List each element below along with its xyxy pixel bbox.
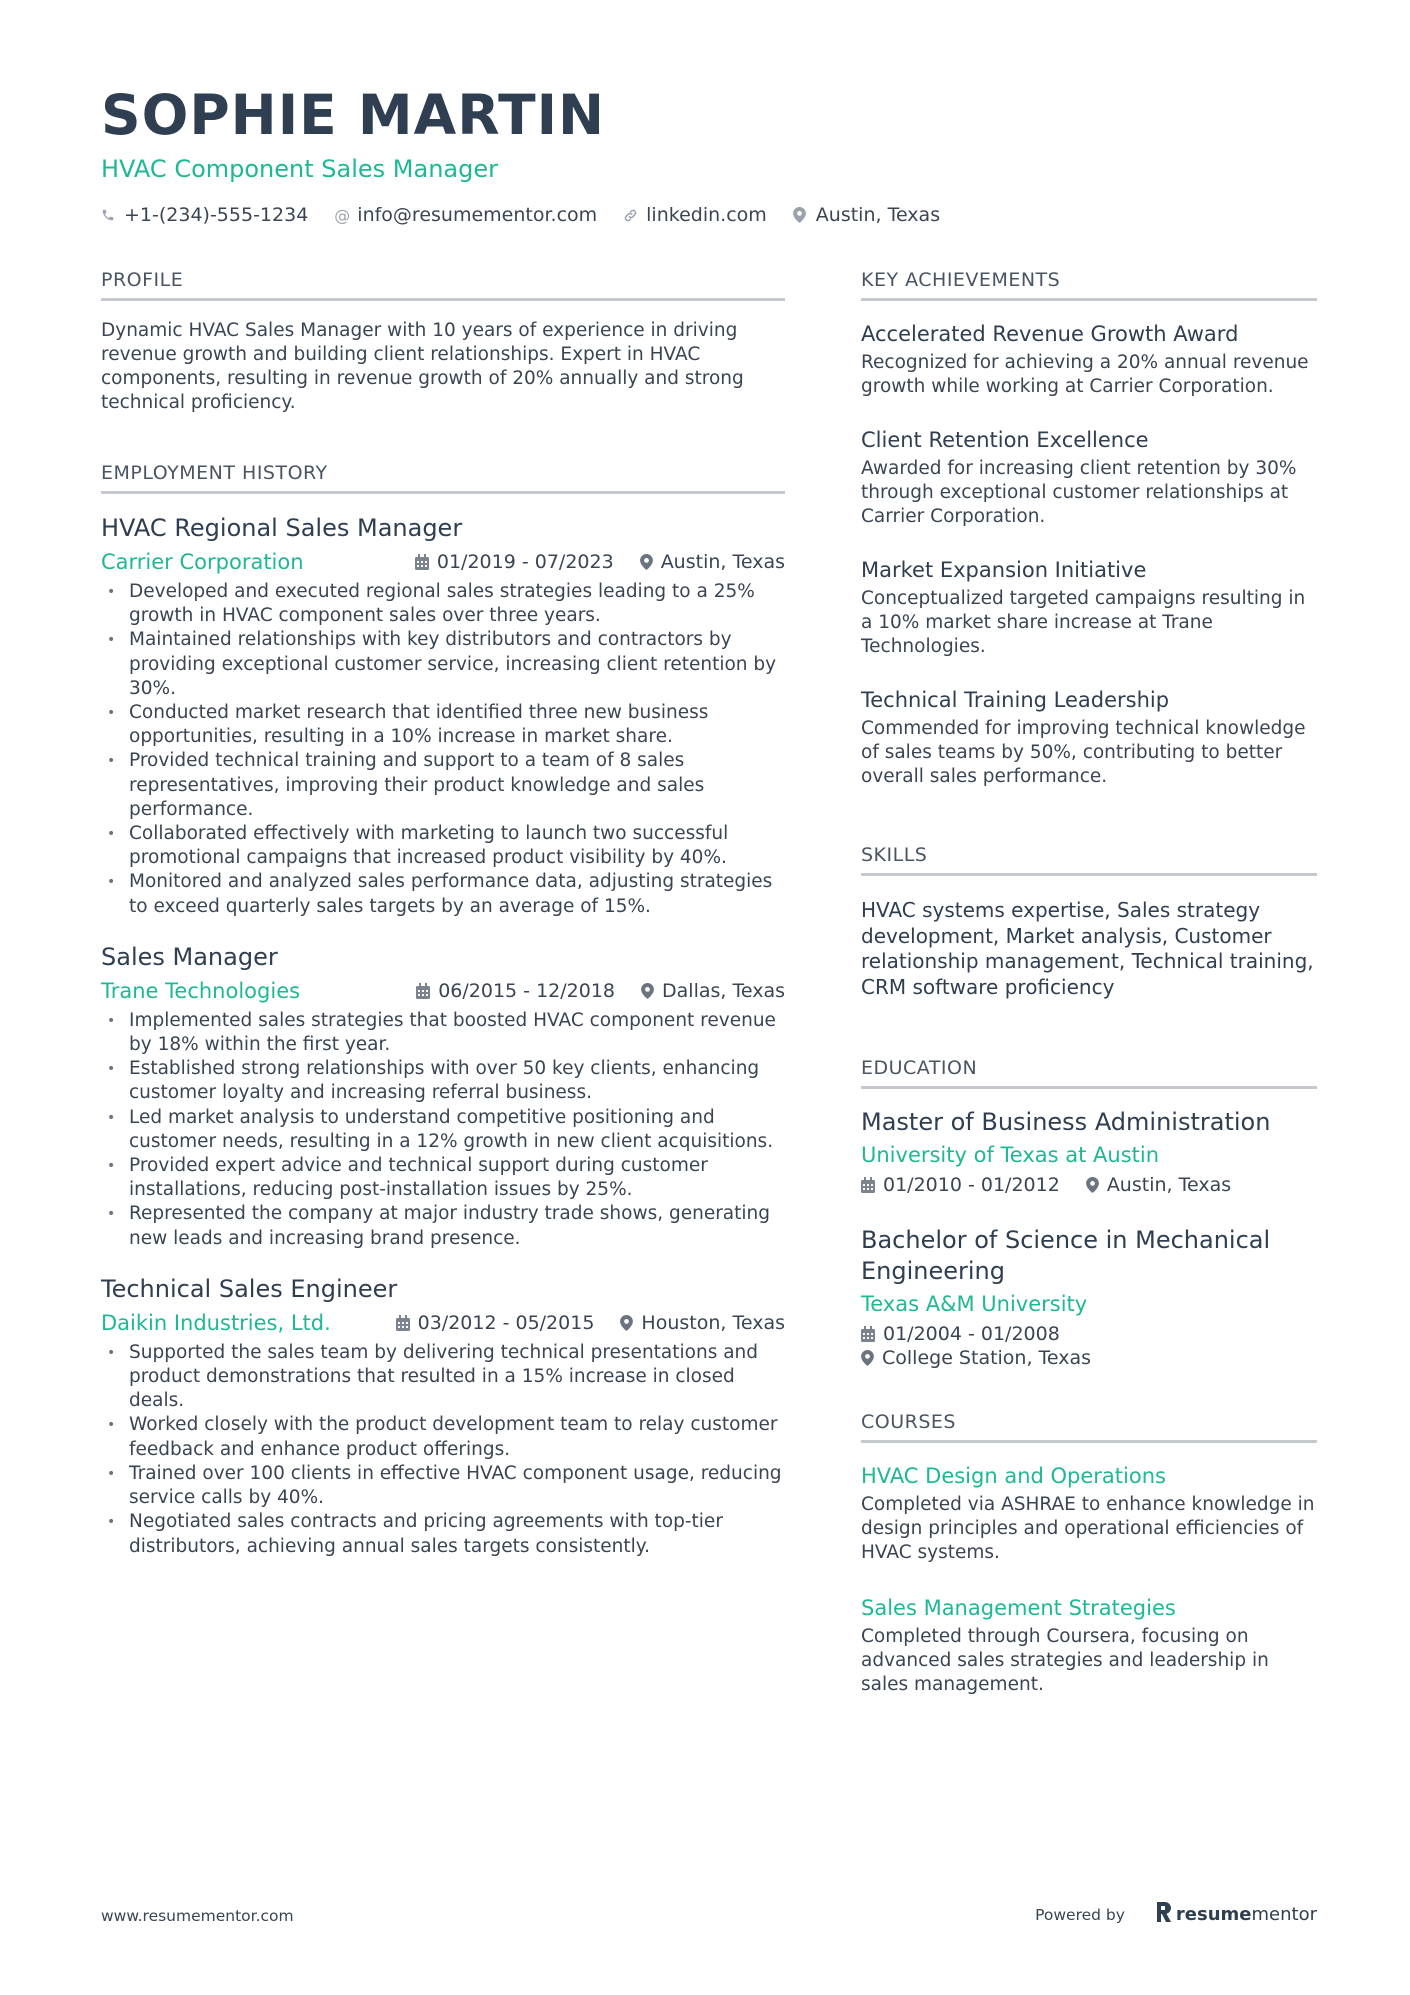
achievements-section — [861, 268, 1317, 789]
job-title: HVAC Regional Sales Manager — [101, 514, 463, 542]
calendar-icon — [416, 983, 430, 999]
education-location — [861, 1346, 1317, 1370]
job-dates — [416, 980, 615, 1002]
employment-section — [101, 461, 785, 1559]
calendar-icon — [861, 1326, 875, 1342]
map-pin-icon — [641, 983, 654, 999]
at-icon: @ — [334, 205, 351, 225]
education-degree: Master of Business Administration — [861, 1108, 1271, 1136]
achievement-text: Recognized for achieving a 20% annual revenue growth while working at Carrier Corporation. — [861, 352, 1309, 397]
job-meta-right — [416, 980, 785, 1002]
map-pin-icon — [793, 207, 809, 223]
education-heading: EDUCATION — [861, 1056, 1317, 1089]
education-dates-text: 01/2004 - 01/2008 — [883, 1323, 1060, 1345]
achievement-title: Client Retention Excellence — [861, 428, 1149, 452]
job-dates-text: 03/2012 - 05/2015 — [417, 1311, 595, 1334]
education-item — [861, 1225, 1317, 1370]
courses-section — [861, 1410, 1317, 1697]
job-bullet: • Trained over 100 clients in effective HVAC component usage, reducing service calls by 40%. — [101, 1462, 785, 1510]
link-icon — [623, 208, 639, 223]
candidate-title: HVAC Component Sales Manager — [101, 155, 498, 183]
job-meta-right — [396, 1312, 785, 1334]
skills-heading: SKILLS — [861, 843, 1317, 876]
job-bullet: • Conducted market research that identified three new business opportunities, resulting in a 10% increase in market share. — [101, 701, 785, 749]
achievement-text: Commended for improving technical knowledge of sales teams by 50%, contributing to better overall sales performance. — [861, 718, 1306, 787]
calendar-icon — [396, 1315, 410, 1331]
job-bullet: • Provided expert advice and technical support during customer installations, reducing post-installation issues by 25%. — [101, 1154, 785, 1202]
job-bullets — [101, 580, 785, 919]
left-column — [101, 268, 785, 1599]
achievements-heading: KEY ACHIEVEMENTS — [861, 268, 1317, 301]
candidate-name: SOPHIE MARTIN — [101, 83, 606, 147]
map-pin-icon — [861, 1350, 874, 1366]
course-title: HVAC Design and Operations — [861, 1464, 1166, 1488]
education-location — [1086, 1173, 1231, 1197]
map-pin-icon — [1086, 1177, 1099, 1193]
calendar-icon — [861, 1177, 875, 1193]
job-location — [641, 980, 785, 1002]
job-location — [620, 1312, 785, 1334]
profile-heading: PROFILE — [101, 268, 785, 301]
achievement-item — [861, 555, 1317, 659]
course-item — [861, 1593, 1317, 1697]
job-title: Sales Manager — [101, 942, 278, 971]
footer-branding — [1035, 1902, 1317, 1927]
course-title: Sales Management Strategies — [861, 1596, 1176, 1620]
linkedin-text: linkedin.com — [646, 204, 767, 226]
job-meta — [101, 1309, 785, 1337]
job-dates — [396, 1312, 595, 1334]
education-dates — [861, 1322, 1317, 1346]
location-text: Austin, Texas — [815, 204, 941, 226]
job-meta-right — [415, 551, 785, 573]
achievement-text: Conceptualized targeted campaigns resulting in a 10% market share increase at Trane Technologies. — [861, 588, 1306, 657]
employment-heading: EMPLOYMENT HISTORY — [101, 461, 785, 494]
job-bullet: • Worked closely with the product development team to relay customer feedback and enhance product offerings. — [101, 1413, 785, 1461]
resume-header — [101, 82, 1311, 226]
job-meta — [101, 977, 785, 1005]
contact-location — [793, 204, 940, 226]
resumementor-logo-icon — [1155, 1902, 1171, 1927]
education-meta — [861, 1322, 1317, 1370]
job-bullets — [101, 1009, 785, 1251]
education-location-text: Austin, Texas — [1106, 1174, 1232, 1196]
course-text: Completed via ASHRAE to enhance knowledge in design principles and operational efficiencies of HVAC systems. — [861, 1494, 1315, 1563]
job-bullet: • Provided technical training and support to a team of 8 sales representatives, improving their product knowledge and sales performance. — [101, 749, 785, 822]
map-pin-icon — [620, 1315, 633, 1331]
job-entry — [101, 1273, 785, 1559]
education-location-text: College Station, Texas — [882, 1347, 1092, 1369]
achievement-item — [861, 425, 1317, 529]
contact-bar — [101, 204, 1311, 226]
contact-linkedin[interactable] — [623, 204, 767, 226]
achievement-title: Market Expansion Initiative — [861, 558, 1147, 582]
powered-by-text: Powered by — [1035, 1905, 1125, 1924]
education-section — [861, 1056, 1317, 1370]
email-text: info@resumementor.com — [357, 204, 598, 226]
education-meta — [861, 1173, 1317, 1197]
job-bullet: • Monitored and analyzed sales performance data, adjusting strategies to exceed quarterly sales targets by an average of 15%. — [101, 870, 785, 918]
job-bullets — [101, 1341, 785, 1559]
job-bullet: • Maintained relationships with key distributors and contractors by providing exceptional customer service, increasing client retention by 30%. — [101, 628, 785, 701]
brand-name-regular: mentor — [1251, 1904, 1317, 1925]
courses-heading: COURSES — [861, 1410, 1317, 1443]
course-item — [861, 1461, 1317, 1565]
achievement-title: Technical Training Leadership — [861, 688, 1170, 712]
achievement-text: Awarded for increasing client retention by 30% through exceptional customer relationships at Carrier Corporation. — [861, 458, 1297, 527]
job-company: Trane Technologies — [101, 978, 301, 1003]
job-dates-text: 01/2019 - 07/2023 — [436, 551, 614, 573]
job-bullet: • Supported the sales team by delivering technical presentations and product demonstrations that resulted in a 15% increase in closed deals. — [101, 1341, 785, 1414]
achievement-item — [861, 685, 1317, 789]
job-entry — [101, 512, 785, 919]
profile-text: Dynamic HVAC Sales Manager with 10 years of experience in driving revenue growth and building client relationships. Expert in HVAC components, resulting in revenue growth of 20% annually and strong technical proficiency. — [101, 320, 744, 413]
job-bullet: • Implemented sales strategies that boosted HVAC component revenue by 18% within the first year. — [101, 1009, 785, 1057]
footer-website[interactable]: www.resumementor.com — [101, 1907, 294, 1925]
job-bullet: • Represented the company at major industry trade shows, generating new leads and increasing brand presence. — [101, 1202, 785, 1250]
achievement-title: Accelerated Revenue Growth Award — [861, 322, 1239, 346]
education-dates — [861, 1173, 1060, 1197]
education-dates-text: 01/2010 - 01/2012 — [883, 1174, 1060, 1196]
phone-icon — [101, 208, 117, 222]
calendar-icon — [415, 554, 429, 570]
education-school: Texas A&M University — [861, 1292, 1088, 1316]
brand-name-bold: resume — [1175, 1904, 1252, 1925]
contact-email[interactable] — [334, 204, 597, 226]
contact-phone[interactable] — [101, 204, 308, 226]
job-company: Carrier Corporation — [101, 550, 304, 574]
right-column — [861, 268, 1317, 1737]
profile-section — [101, 268, 785, 415]
education-degree: Bachelor of Science in Mechanical Engineering — [861, 1226, 1271, 1285]
education-item — [861, 1107, 1317, 1197]
brand-logo[interactable] — [1155, 1902, 1317, 1927]
job-location-text: Austin, Texas — [660, 551, 785, 573]
education-school: University of Texas at Austin — [861, 1143, 1160, 1167]
phone-text: +1-(234)-555-1234 — [124, 204, 309, 226]
job-bullet: • Developed and executed regional sales strategies leading to a 25% growth in HVAC component sales over three years. — [101, 580, 785, 628]
job-bullet: • Established strong relationships with over 50 key clients, enhancing customer loyalty and increasing referral business. — [101, 1057, 785, 1105]
achievement-item — [861, 319, 1317, 399]
job-entry — [101, 941, 785, 1251]
job-title: Technical Sales Engineer — [101, 1274, 398, 1303]
job-location-text: Dallas, Texas — [662, 979, 785, 1002]
skills-text: HVAC systems expertise, Sales strategy development, Market analysis, Customer relationship management, Technical training, CRM software proficiency — [861, 898, 1314, 999]
job-dates-text: 06/2015 - 12/2018 — [438, 979, 616, 1002]
job-location — [640, 551, 785, 573]
course-text: Completed through Coursera, focusing on advanced sales strategies and leadership in sales management. — [861, 1626, 1269, 1695]
job-location-text: Houston, Texas — [641, 1311, 785, 1334]
job-bullet: • Collaborated effectively with marketing to launch two successful promotional campaigns that increased product visibility by 40%. — [101, 822, 785, 870]
skills-section — [861, 843, 1317, 1000]
map-pin-icon — [640, 554, 653, 570]
job-bullet: • Led market analysis to understand competitive positioning and customer needs, resulting in a 12% growth in new client acquisitions. — [101, 1106, 785, 1154]
job-meta — [101, 548, 785, 576]
job-dates — [415, 551, 614, 573]
job-company: Daikin Industries, Ltd. — [101, 1310, 331, 1335]
job-bullet: • Negotiated sales contracts and pricing agreements with top-tier distributors, achieving annual sales targets consistently. — [101, 1510, 785, 1558]
